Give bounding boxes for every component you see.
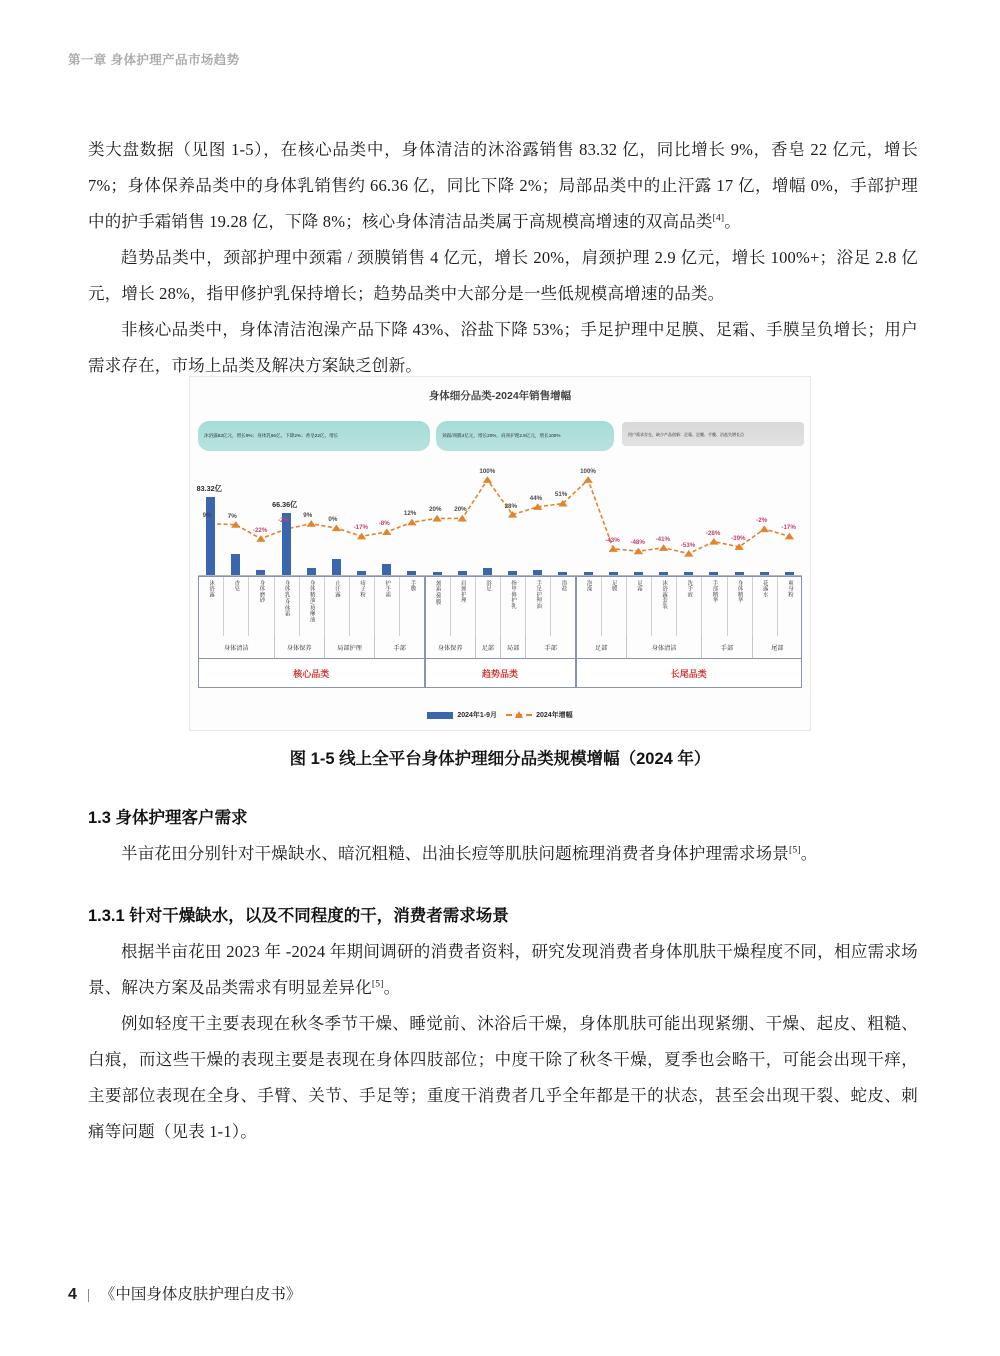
chart-category-label: 痱子粉 — [359, 580, 366, 598]
chart-category-label: 手足护理油 — [535, 580, 542, 609]
page-number: 4 — [68, 1286, 77, 1303]
chart-subgroup-cell: 身体保养 — [425, 636, 475, 658]
legend-line-swatch-icon — [506, 711, 532, 719]
chart-bar — [332, 559, 341, 575]
page-footer — [68, 1282, 301, 1304]
chart-category-label: 指甲修护乳 — [510, 580, 517, 609]
chart-maingroup-cell: 趋势品类 — [425, 658, 576, 688]
chart-category-cell — [299, 576, 324, 636]
chart-category-label: 颈霜/颈膜 — [434, 580, 441, 606]
paragraph-1-3-1-a — [88, 934, 918, 1006]
paragraph-1-3-end: 。 — [800, 844, 818, 863]
legend-item-line — [506, 710, 573, 720]
chart-percent-label: -43% — [605, 536, 620, 544]
chart-line-marker — [659, 544, 668, 551]
chart-line-marker — [407, 519, 416, 526]
chart-line-marker — [483, 476, 492, 483]
chart-category-cell — [399, 576, 424, 636]
chart-percent-label: 7% — [227, 512, 237, 520]
chart-category-label: 香皂 — [233, 580, 240, 592]
chart-percent-label: -17% — [353, 524, 369, 532]
footer-divider: | — [86, 1287, 90, 1303]
chart-percent-label: 51% — [554, 491, 568, 499]
chart-line-marker — [432, 515, 441, 522]
chart-category-label: 身体精油/按摩油 — [308, 580, 315, 623]
chart-category-label: 泡澡 — [585, 580, 592, 592]
body-text-bottom — [88, 800, 918, 1150]
chart-category-cell — [274, 576, 299, 636]
chart-category-label: 爽身粉 — [786, 580, 793, 598]
chart-percent-label: -22% — [252, 526, 268, 534]
chart-bar-value-label: 66.36亿 — [272, 499, 298, 509]
chart-subgroup-cell: 手部 — [525, 636, 575, 658]
chart-category-label: 洗手液 — [686, 580, 693, 598]
paragraph-market-data-text: 类大盘数据（见图 1-5），在核心品类中，身体清洁的沐浴露销售 83.32 亿，同比增长 9%，香皂 22 亿元，增长 7%；身体保养品类中的身体乳销售约 66.36 亿，同比下降 2%；局部品类中的止汗露 17 亿，增幅 0%，手部护理中的护手霜销售 19.28 亿，下降 8%；核心身体清洁品类属于高规模高增速的双高品类 — [88, 140, 918, 231]
paragraph-1-3-1-a-text: 根据半亩花田 2023 年 -2024 年期间调研的消费者资料，研究发现消费者身体肌肤干燥程度不同，相应需求场景、解决方案及品类需求有明显差异化 — [88, 942, 918, 997]
chart-bar — [382, 564, 391, 575]
chart-percent-label: -8% — [378, 519, 390, 527]
callout-core-categories: 沐浴露83亿元，增长9%；身体乳66亿，下降2%；香皂22亿，增长 — [198, 421, 430, 451]
chart-category-label: 止汗露 — [333, 580, 340, 598]
chart-category-cell — [248, 576, 273, 636]
chart-category-cell — [626, 576, 651, 636]
chart-percent-label: -17% — [781, 524, 796, 532]
chart-category-label: 手膜 — [409, 580, 416, 592]
chart-subgroup-cell: 身体清洁 — [198, 636, 274, 658]
chart-percent-label: 9% — [202, 511, 212, 519]
body-text-top — [88, 132, 918, 384]
chart-line-marker — [684, 550, 693, 557]
legend-bar-swatch-icon — [427, 712, 453, 719]
paragraph-1-3-1-a-end: 。 — [383, 978, 401, 997]
chart-title: 身体细分品类-2024年销售增幅 — [428, 390, 572, 402]
footnote-ref-5b: [5] — [371, 979, 384, 990]
footnote-ref-4: [4] — [712, 213, 725, 224]
footnote-ref-5a: [5] — [789, 845, 801, 856]
chart-category-label: 浴足 — [484, 580, 491, 592]
chart-category-label: 浴盐 — [560, 580, 567, 592]
chart-subgroup-cell: 局部 — [500, 636, 525, 658]
chart-category-label: 沐浴露套装 — [661, 580, 668, 609]
legend-item-bars — [427, 710, 497, 720]
chart-legend — [190, 710, 810, 720]
chart-line-marker — [785, 533, 794, 540]
chart-category-cell — [651, 576, 676, 636]
chart-bar — [307, 568, 316, 575]
chart-category-label: 花露水 — [761, 580, 768, 598]
chart-line-marker — [709, 538, 718, 545]
chart-subgroup-cell: 身体保养 — [274, 636, 324, 658]
legend-label-line: 2024年增幅 — [536, 712, 573, 719]
chart-maingroup-cell: 核心品类 — [198, 658, 425, 688]
section-heading-1-3: 1.3 身体护理客户需求 — [88, 809, 248, 827]
paragraph-market-data — [88, 132, 918, 240]
chart-container — [189, 376, 811, 731]
chart-category-cell — [324, 576, 349, 636]
chart-plot-area — [198, 453, 802, 575]
chart-line-marker — [357, 533, 366, 540]
chart-category-label: 手部精华 — [711, 580, 718, 604]
paragraph-1-3-1-b: 例如轻度干主要表现在秋冬季节干燥、睡觉前、沐浴后干燥，身体肌肤可能出现紧绷、干燥、起皮、粗糙、白痕，而这些干燥的表现主要是表现在身体四肢部位；中度干除了秋冬干燥，夏季也会略干，可能会出现干痒，主要部位表现在全身、手臂、关节、手足等；重度干消费者几乎全年都是干的状态，甚至会出现干裂、蛇皮、刺痛等问题（见表 1-1）。 — [88, 1014, 918, 1141]
paragraph-market-data-end: 。 — [724, 212, 741, 231]
chart-category-cell — [601, 576, 626, 636]
chart-percent-label: 100% — [479, 467, 496, 475]
chart-category-label: 肩颈护理 — [459, 580, 466, 604]
chart-percent-label: -48% — [630, 539, 645, 547]
chart-line-marker — [382, 528, 391, 535]
running-header: 第一章 身体护理产品市场趋势 — [68, 53, 240, 67]
chart-category-cell — [450, 576, 475, 636]
chart-subgroup-cell: 足部 — [576, 636, 626, 658]
section-heading-1-3-1: 1.3.1 针对干燥缺水，以及不同程度的干，消费者需求场景 — [88, 907, 509, 925]
chart-bar-value-label: 83.32亿 — [196, 484, 222, 493]
chart-maingroup-cell: 长尾品类 — [576, 658, 803, 688]
chart-subgroup-cell: 手部 — [374, 636, 424, 658]
chart-category-cell — [777, 576, 802, 636]
chart-line-marker — [307, 520, 316, 527]
chart-subgroup-cell: 尾部 — [752, 636, 802, 658]
chart-category-label: 身体精华 — [736, 580, 743, 604]
chart-category-cell — [701, 576, 726, 636]
chart-percent-label: -41% — [655, 535, 671, 543]
chart-percent-label: -28% — [705, 529, 721, 537]
chart-percent-label: -53% — [680, 541, 696, 549]
chart-category-cell — [475, 576, 500, 636]
chart-subgroup-cell: 足部 — [475, 636, 500, 658]
chart-line-marker — [458, 515, 467, 522]
chart-category-cell — [727, 576, 752, 636]
figure-caption: 图 1-5 线上全平台身体护理细分品类规模增幅（2024 年） — [289, 750, 711, 768]
chart-subgroup-cell: 手部 — [701, 636, 751, 658]
chart-line-marker — [256, 535, 265, 542]
chart-category-cell — [676, 576, 701, 636]
chart-category-cell — [525, 576, 550, 636]
chart-percent-label: 0% — [328, 516, 338, 524]
chart-category-label: 护手霜 — [384, 580, 391, 598]
paragraph-trend-categories: 趋势品类中，颈部护理中颈霜 / 颈膜销售 4 亿元，增长 20%，肩颈护理 2.9 亿元，增长 100%+；浴足 2.8 亿元，增长 28%，指甲修护乳保持增长；趋势品类中大部分是一些低规模高增速的品类。 — [88, 248, 918, 303]
chart-category-label: 足霜 — [635, 580, 642, 592]
chart-category-cell — [198, 576, 223, 636]
paragraph-1-3-intro — [88, 836, 918, 872]
chart-category-cell — [550, 576, 575, 636]
chart-category-cell — [349, 576, 374, 636]
chart-category-cell — [752, 576, 777, 636]
chart-percent-label: 100% — [580, 467, 596, 475]
chart-category-label: 身体乳/身体霜 — [283, 580, 290, 617]
paragraph-noncore-categories: 非核心品类中，身体清洁泡澡产品下降 43%、浴盐下降 53%；手足护理中足膜、足霜、手膜呈负增长；用户需求存在，市场上品类及解决方案缺乏创新。 — [88, 320, 918, 375]
chart-percent-label: -39% — [731, 534, 746, 542]
chart-category-cell — [425, 576, 450, 636]
chart-percent-label: 44% — [529, 494, 543, 502]
chart-percent-label: -2% — [756, 517, 768, 525]
chart-category-cell — [374, 576, 399, 636]
callout-tail-categories: 用户需求存在，缺少产品创新：足霜、足膜、手膜、浴盐失增长点 — [622, 422, 804, 446]
chart-category-label: 足膜 — [610, 580, 617, 592]
chart-percent-label: 20% — [454, 506, 467, 514]
legend-label-bars: 2024年1-9月 — [457, 712, 498, 719]
chart-bar — [231, 554, 240, 575]
chart-maingroup-labels — [198, 658, 802, 688]
chart-line-marker — [760, 525, 769, 532]
chart-category-cell — [500, 576, 525, 636]
chart-category-label: 沐浴露 — [208, 580, 215, 598]
footer-book-title: 《中国身体皮肤护理白皮书》 — [99, 1286, 302, 1303]
chart-subgroup-labels — [198, 636, 802, 658]
chart-subgroup-cell: 身体清洁 — [626, 636, 702, 658]
chart-percent-label: 12% — [403, 510, 417, 518]
chart-category-cell — [223, 576, 248, 636]
chart-category-cell — [576, 576, 601, 636]
chart-line-marker — [583, 476, 592, 483]
chart-category-labels — [198, 576, 802, 636]
chart-percent-label: 28% — [504, 502, 517, 510]
chart-percent-label: 20% — [429, 506, 442, 514]
chart-line-marker — [634, 548, 643, 555]
chart-percent-label: 9% — [303, 511, 313, 519]
chart-category-label: 身体磨砂 — [258, 580, 265, 604]
chart-bar — [483, 568, 492, 575]
paragraph-1-3-text: 半亩花田分别针对干燥缺水、暗沉粗糙、出油长痘等肌肤问题梳理消费者身体护理需求场景 — [121, 844, 789, 863]
figure-1-5 — [189, 376, 811, 731]
callout-trend-categories: 颈霜/颈膜4亿元，增长20%，肩颈护理2.9亿元，增长100% — [436, 421, 614, 451]
chart-percent-label: -2% — [278, 517, 290, 525]
chart-line-marker — [332, 524, 341, 531]
spacer — [88, 872, 918, 898]
chart-bar — [206, 497, 215, 575]
chart-subgroup-cell: 局部护理 — [324, 636, 374, 658]
